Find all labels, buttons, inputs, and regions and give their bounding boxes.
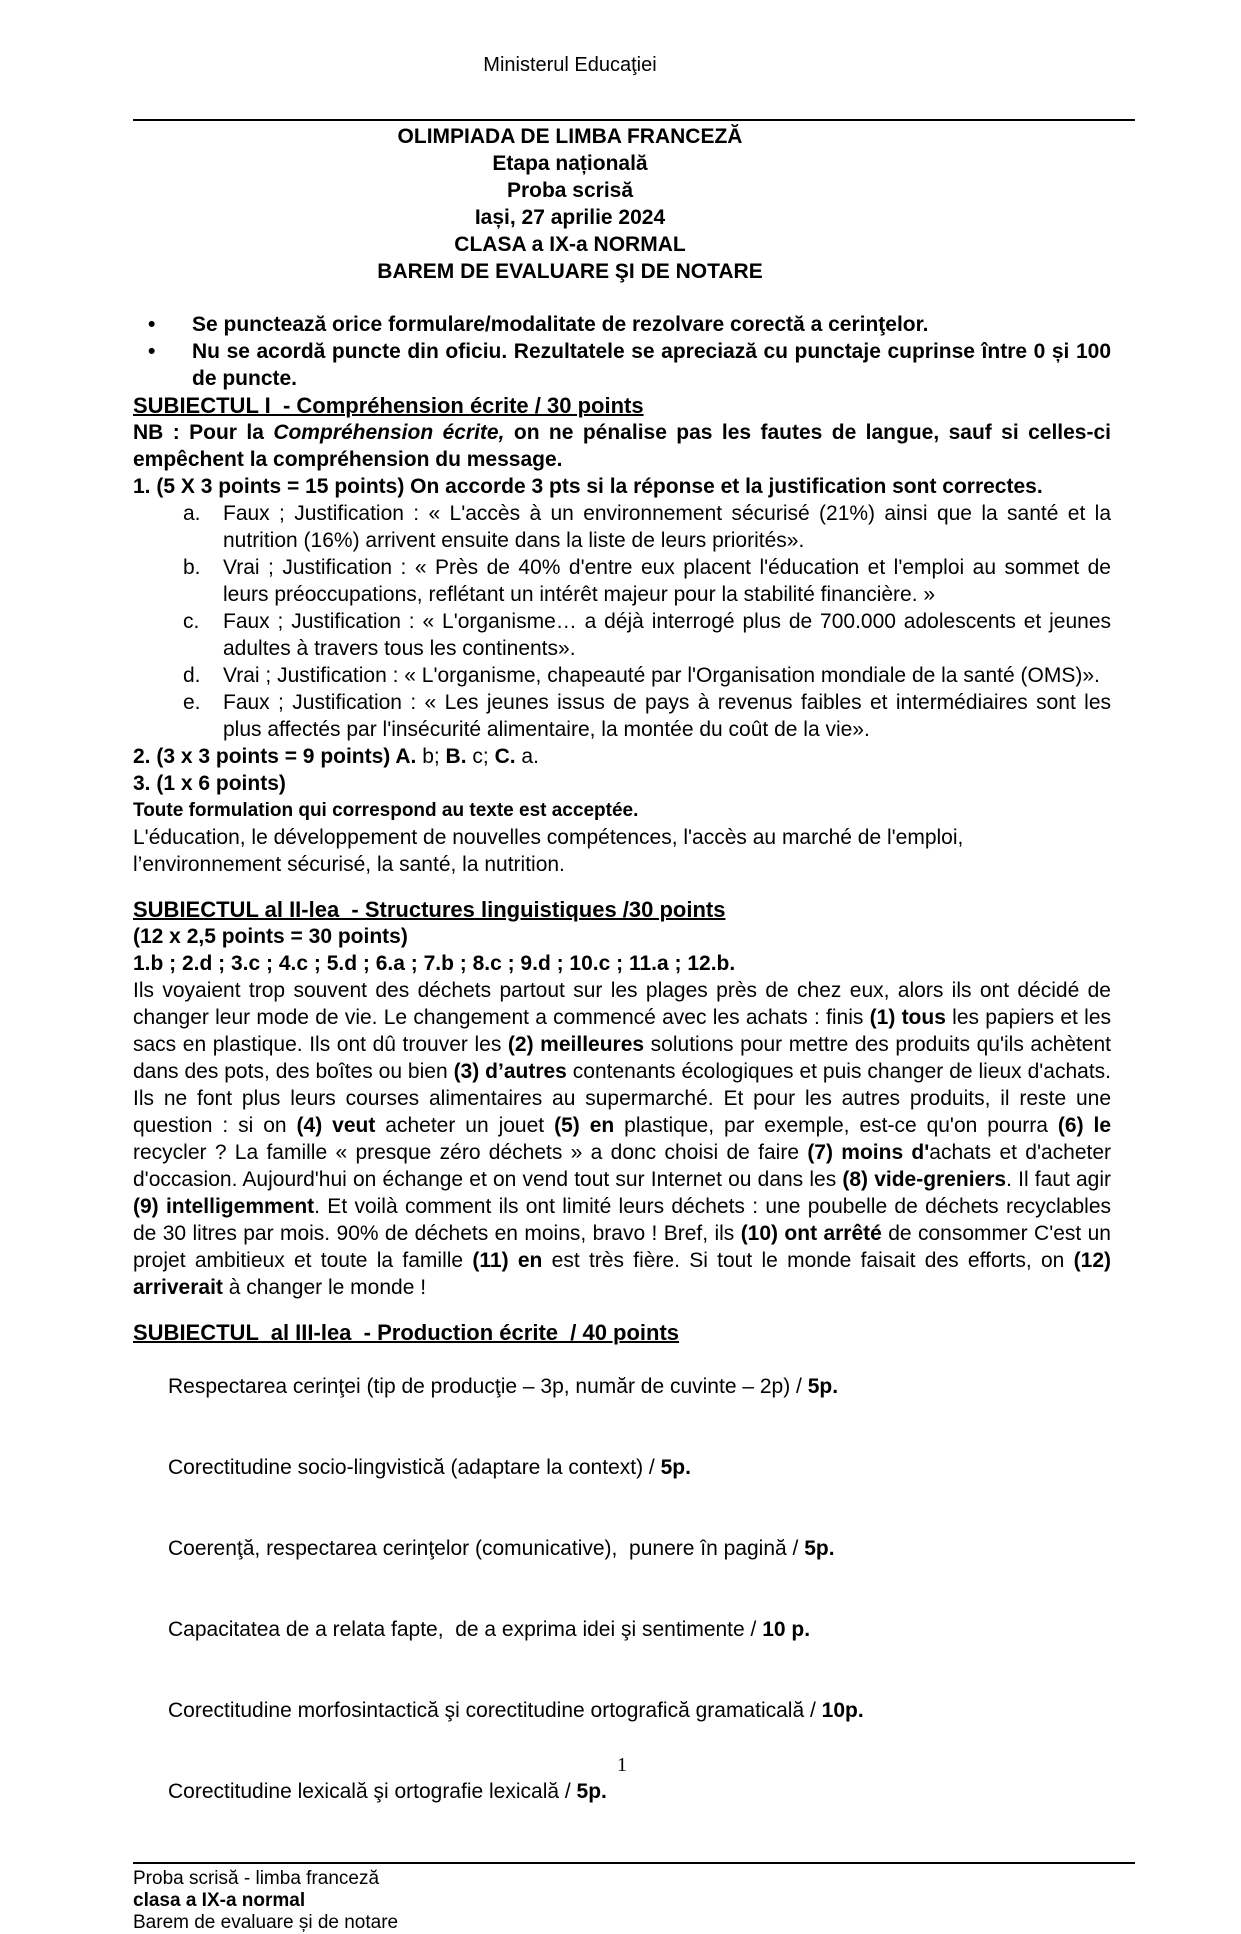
rule-item	[133, 311, 1111, 338]
page-number: 1	[617, 1754, 627, 1776]
criterion-label: Capacitatea de a relata fapte, de a exprima idei şi sentimente /	[168, 1618, 763, 1641]
answer-marker: a.	[183, 502, 201, 525]
footer-line: Barem de evaluare și de notare	[133, 1912, 399, 1933]
subject3-heading: SUBIECTUL al III-lea - Production écrite / 40 points	[133, 1320, 680, 1345]
criterion-points: 10 p.	[762, 1618, 811, 1641]
title-line: Proba scrisă	[506, 179, 634, 202]
answer-row	[133, 608, 1111, 662]
answer-marker: c.	[183, 610, 200, 633]
criterion-label: Corectitudine morfosintactică şi corectitudine ortografică gramaticală /	[168, 1699, 822, 1722]
criterion-row	[133, 1589, 1111, 1670]
bullet-icon: •	[148, 313, 156, 336]
answer-marker: d.	[183, 664, 201, 687]
criterion-points: 5p.	[576, 1780, 607, 1803]
answer-text: Vrai ; Justification : « L'organisme, chapeauté par l'Organisation mondiale de la santé (OMS)».	[223, 664, 1100, 687]
answer-row	[133, 662, 1111, 689]
answer-row	[133, 554, 1111, 608]
criterion-label: Corectitudine lexicală şi ortografie lexicală /	[168, 1780, 577, 1803]
criterion-points: 5p.	[807, 1375, 839, 1398]
answer-text: Faux ; Justification : « Les jeunes issus de pays à revenus faibles et intermédiaires sont les plus affectés par l'insécurité alimentaire, la montée du coût de la vie».	[223, 691, 1111, 741]
criterion-row	[133, 1427, 1111, 1508]
title-line: OLIMPIADA DE LIMBA FRANCEZĂ	[397, 125, 743, 148]
item3-text: 3. (1 x 6 points)	[133, 772, 286, 795]
item1-text: 1. (5 X 3 points = 15 points) On accorde 3 pts si la réponse et la justification sont correctes.	[133, 475, 1043, 498]
title-line: BAREM DE EVALUARE ŞI DE NOTARE	[377, 260, 763, 283]
footer-line: clasa a IX-a normal	[133, 1890, 306, 1911]
criterion-label: Corectitudine socio-lingvistică (adaptare la context) /	[168, 1456, 661, 1479]
answer-marker: b.	[183, 556, 201, 579]
criterion-points: 5p.	[804, 1537, 835, 1560]
answer-key: 1.b ; 2.d ; 3.c ; 4.c ; 5.d ; 6.a ; 7.b ; 8.c ; 9.d ; 10.c ; 11.a ; 12.b.	[133, 952, 736, 975]
footer-line: Proba scrisă - limba franceză	[133, 1868, 380, 1889]
rule-text: Nu se acordă puncte din oficiu. Rezultatele se apreciază cu punctaje cuprinse între 0 și 100 de puncte.	[192, 340, 1111, 390]
bullet-icon: •	[148, 340, 156, 363]
criterion-label: Coerenţă, respectarea cerinţelor (comunicative), punere în pagină /	[168, 1537, 805, 1560]
criterion-row	[133, 1508, 1111, 1589]
footer-rule	[133, 1862, 1135, 1864]
title-block	[133, 123, 1007, 285]
general-rules	[133, 311, 1111, 392]
header-rule	[133, 119, 1135, 121]
ministry-header: Ministerul Educaţiei	[483, 54, 657, 76]
criterion-row	[133, 1670, 1111, 1751]
open-answer-line: L'éducation, le développement de nouvelles compétences, l'accès au marché de l'emploi,	[133, 826, 964, 849]
answer-text: Faux ; Justification : « L'organisme… a déjà interrogé plus de 700.000 adolescents et jeunes adultes à travers tous les continents».	[223, 610, 1111, 660]
answers-list	[133, 500, 1111, 743]
answer-text: Faux ; Justification : « L'accès à un environnement sécurisé (21%) ainsi que la santé et la nutrition (16%) arrivent ensuite dans la liste de leurs priorités».	[223, 502, 1111, 552]
answer-text: Vrai ; Justification : « Près de 40% d'entre eux placent l'éducation et l'emploi au sommet de leurs préoccupations, reflétant un intérêt majeur pour la stabilité financière. »	[223, 556, 1111, 606]
answer-row	[133, 689, 1111, 743]
points-formula: (12 x 2,5 points = 30 points)	[133, 925, 408, 948]
criterion-points: 5p.	[660, 1456, 691, 1479]
accepted-note: Toute formulation qui correspond au texte est acceptée.	[133, 800, 639, 821]
open-answer-line: l’environnement sécurisé, la santé, la nutrition.	[133, 853, 565, 876]
item2-text: 2. (3 x 3 points = 9 points) A. b; B. c; C. a.	[133, 745, 539, 768]
page-footer	[133, 1868, 1241, 1934]
answer-marker: e.	[183, 691, 201, 714]
subject1-heading: SUBIECTUL I - Compréhension écrite / 30 points	[133, 393, 644, 418]
title-line: Etapa națională	[492, 152, 648, 175]
subject2-heading: SUBIECTUL al II-lea - Structures linguistiques /30 points	[133, 897, 726, 922]
gapfill-text: Ils voyaient trop souvent des déchets partout sur les plages près de chez eux, alors ils ont décidé de changer leur mode de vie. Le changement a commencé avec les achats : finis (1) tous les papiers et les sacs en plastique. Ils ont dû trouver les (2) meilleures solutions pour mettre des produits qu'ils achètent dans des pots, des boîtes ou bien (3) d’autres contenants écologiques et puis changer de lieux d'achats. Ils ne font plus leurs courses alimentaires au supermarché. Et pour les autres produits, il reste une question : si on (4) veut acheter un jouet (5) en plastique, par exemple, est-ce qu'on pourra (6) le recycler ? La famille « presque zéro déchets » a donc choisi de faire (7) moins d'achats et d'acheter d'occasion. Aujourd'hui on échange et on vend tout sur Internet ou dans les (8) vide-greniers. Il faut agir (9) intelligemment. Et voilà comment ils ont limité leurs déchets : une poubelle de déchets recyclables de 30 litres par mois. 90% de déchets en moins, bravo ! Bref, ils (10) ont arrêté de consommer C'est un projet ambitieux et toute la famille (11) en est très fière. Si tout le monde faisait des efforts, on (12) arriverait à changer le monde !	[133, 979, 1112, 1299]
rule-text: Se punctează orice formulare/modalitate de rezolvare corectă a cerinţelor.	[192, 313, 929, 336]
title-line: CLASA a IX-a NORMAL	[454, 233, 686, 256]
rule-item	[133, 338, 1111, 392]
criterion-row	[133, 1346, 1111, 1427]
criterion-points: 10p.	[821, 1699, 864, 1722]
title-line: Iași, 27 aprilie 2024	[474, 206, 666, 229]
nb-note: NB : Pour la Compréhension écrite, on ne pénalise pas les fautes de langue, sauf si celles-ci empêchent la compréhension du message.	[133, 421, 1111, 471]
criterion-label: Respectarea cerinţei (tip de producţie – 3p, număr de cuvinte – 2p) /	[168, 1375, 808, 1398]
answer-row	[133, 500, 1111, 554]
